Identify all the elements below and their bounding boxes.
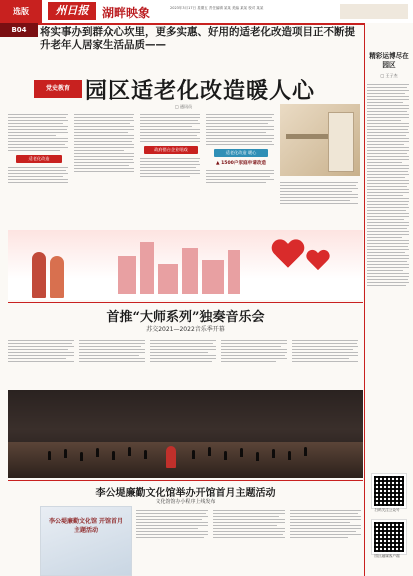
heart-icon <box>306 250 330 272</box>
lead-col-4 <box>206 112 276 230</box>
header-ad-slot <box>340 4 408 19</box>
musician <box>208 447 211 456</box>
poster-title: 李公堤廉勤文化馆 开馆首月主题活动 <box>48 518 124 534</box>
subhead-tag-1: 适老化改造 <box>16 155 62 163</box>
building <box>158 264 178 294</box>
section-divider <box>8 480 363 481</box>
concert-title: 首推“大师系列”独奏音乐会 <box>106 310 265 325</box>
musician <box>48 451 51 460</box>
musician <box>240 448 243 457</box>
sidebar-title: 精彩运博尽在园区 <box>369 52 409 69</box>
lead-col-2 <box>74 112 136 230</box>
building <box>202 260 224 294</box>
edition-tab[interactable]: 选版 <box>0 0 42 23</box>
building <box>228 250 240 294</box>
conductor <box>166 446 176 468</box>
musician <box>96 448 99 457</box>
building <box>182 248 198 294</box>
lead-kicker: 将实事办到群众心坎里，更多实惠、好用的适老化改造项目正不断提升老年人居家生活品质—— <box>40 26 355 51</box>
musician <box>128 447 131 456</box>
issue-meta: 2023年3月17日 星期五 责任编辑 某某 美编 某某 校对 某某 <box>170 6 264 10</box>
musician <box>304 447 307 456</box>
elderly-care-illustration <box>8 230 363 300</box>
lead-title: 园区适老化改造暖人心 <box>85 78 316 104</box>
lead-col-5 <box>280 180 360 230</box>
musician <box>80 452 83 461</box>
lead-badge: 党史教育 <box>34 80 82 98</box>
sidebar-text <box>367 82 410 467</box>
section-divider <box>8 302 363 303</box>
lead-col-3 <box>140 112 202 230</box>
building <box>140 242 154 294</box>
section-title: 湖畔映象 <box>102 6 151 20</box>
musician <box>192 450 195 459</box>
qr-label: 园区融媒客户端 <box>374 554 400 558</box>
highlight-stat: ▲ 1500户家庭申请改造 <box>215 161 267 166</box>
gallery-poster <box>40 506 132 576</box>
stage <box>8 442 363 478</box>
heart-icon <box>271 240 305 271</box>
door <box>328 112 354 172</box>
page-number: B04 <box>0 23 38 37</box>
qr-code[interactable] <box>372 520 406 554</box>
gallery-subtitle: 文化馆馆办小程序上线发布 <box>155 499 216 505</box>
musician <box>112 451 115 460</box>
musician <box>288 451 291 460</box>
qr-label: 扫码关注公众号 <box>374 508 400 512</box>
building <box>118 256 136 294</box>
lead-col-1 <box>8 112 70 230</box>
musician <box>144 450 147 459</box>
lead-byline: □ 通讯员 <box>175 104 193 109</box>
orchestra-photo <box>8 390 363 478</box>
concert-subtitle: 苏交2021—2022音乐季开幕 <box>146 326 225 333</box>
musician <box>224 451 227 460</box>
concert-text <box>8 338 363 388</box>
gallery-text <box>136 508 361 572</box>
qr-code[interactable] <box>372 474 406 508</box>
musician <box>272 449 275 458</box>
bathroom-photo <box>280 104 360 176</box>
sidebar-author: □ 王子杰 <box>380 73 398 78</box>
elderly-figure <box>32 252 46 298</box>
musician <box>256 452 259 461</box>
subhead-tag-3: 适老化改造 暖心 <box>214 149 268 157</box>
subhead-tag-2: 政府搭台企业唱戏 <box>144 146 198 154</box>
elderly-figure <box>50 256 64 298</box>
newspaper-logo: 州日报 <box>48 2 96 20</box>
musician <box>64 449 67 458</box>
gallery-title: 李公堤廉勤文化馆举办开馆首月主题活动 <box>95 488 276 499</box>
